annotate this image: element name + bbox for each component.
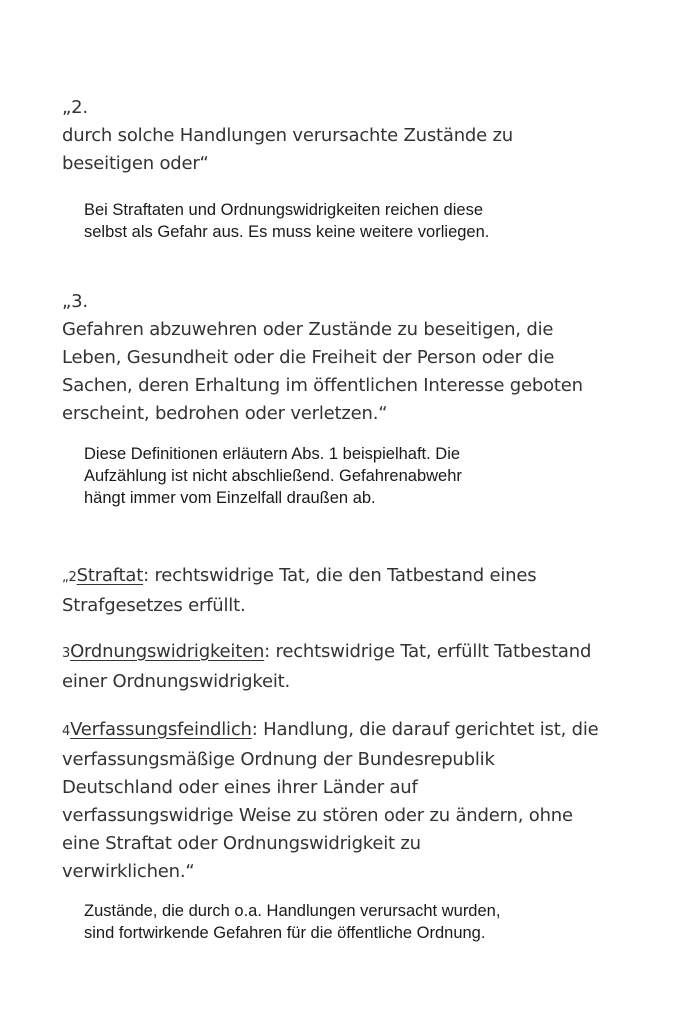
definition-line: Deutschland oder eines ihrer Länder auf (62, 777, 418, 798)
definition-first-line (62, 562, 652, 592)
commentary-note-3 (84, 900, 644, 944)
note-line: selbst als Gefahr aus. Es muss keine weitere vorliegen. (84, 223, 490, 241)
definition-line: einer Ordnungswidrigkeit. (62, 671, 290, 692)
defined-term: Ordnungswidrigkeiten (70, 641, 265, 662)
definition-straftat (62, 562, 652, 620)
definition-ordnungswidrigkeiten (62, 638, 652, 696)
law-quote-section-3 (62, 288, 652, 428)
quote-line: Leben, Gesundheit oder die Freiheit der Person oder die (62, 347, 555, 368)
definition-text: : Handlung, die darauf gerichtet ist, die (251, 719, 599, 740)
definition-text: : rechtswidrige Tat, erfüllt Tatbestand (264, 641, 592, 662)
definition-line: verfassungsmäßige Ordnung der Bundesrepublik (62, 749, 495, 770)
note-line: Bei Straftaten und Ordnungswidrigkeiten reichen diese (84, 201, 483, 219)
quote-line: beseitigen oder“ (62, 153, 209, 174)
quote-line: Sachen, deren Erhaltung im öffentlichen Interesse geboten (62, 375, 583, 396)
defined-term: Verfassungsfeindlich (70, 719, 252, 740)
quote-line: Gefahren abzuwehren oder Zustände zu beseitigen, die (62, 319, 554, 340)
definition-verfassungsfeindlich (62, 716, 652, 886)
commentary-note-1 (84, 199, 644, 243)
note-line: Zustände, die durch o.a. Handlungen verursacht wurden, (84, 902, 501, 920)
note-line: sind fortwirkende Gefahren für die öffentliche Ordnung. (84, 924, 486, 942)
note-line: Diese Definitionen erläutern Abs. 1 beispielhaft. Die (84, 445, 461, 463)
quote-line: durch solche Handlungen verursachte Zustände zu (62, 125, 513, 146)
law-quote-section-2 (62, 94, 652, 178)
definition-first-line (62, 638, 652, 668)
definition-line: eine Straftat oder Ordnungswidrigkeit zu (62, 833, 421, 854)
note-line: hängt immer vom Einzelfall draußen ab. (84, 489, 376, 507)
commentary-note-2 (84, 443, 644, 509)
defined-term: Straftat (76, 565, 144, 586)
definition-line: Strafgesetzes erfüllt. (62, 595, 246, 616)
paragraph-prefix: 3 (62, 646, 71, 661)
section-number: „2. (62, 97, 88, 118)
quote-line: erscheint, bedrohen oder verletzen.“ (62, 403, 388, 424)
paragraph-prefix: „2 (62, 570, 77, 585)
definition-line: verwirklichen.“ (62, 861, 195, 882)
definition-line: verfassungswidrige Weise zu stören oder zu ändern, ohne (62, 805, 573, 826)
paragraph-prefix: 4 (62, 724, 71, 739)
definition-text: : rechtswidrige Tat, die den Tatbestand eines (143, 565, 537, 586)
definition-first-line (62, 716, 652, 746)
note-line: Aufzählung ist nicht abschließend. Gefahrenabwehr (84, 467, 462, 485)
section-number: „3. (62, 291, 88, 312)
